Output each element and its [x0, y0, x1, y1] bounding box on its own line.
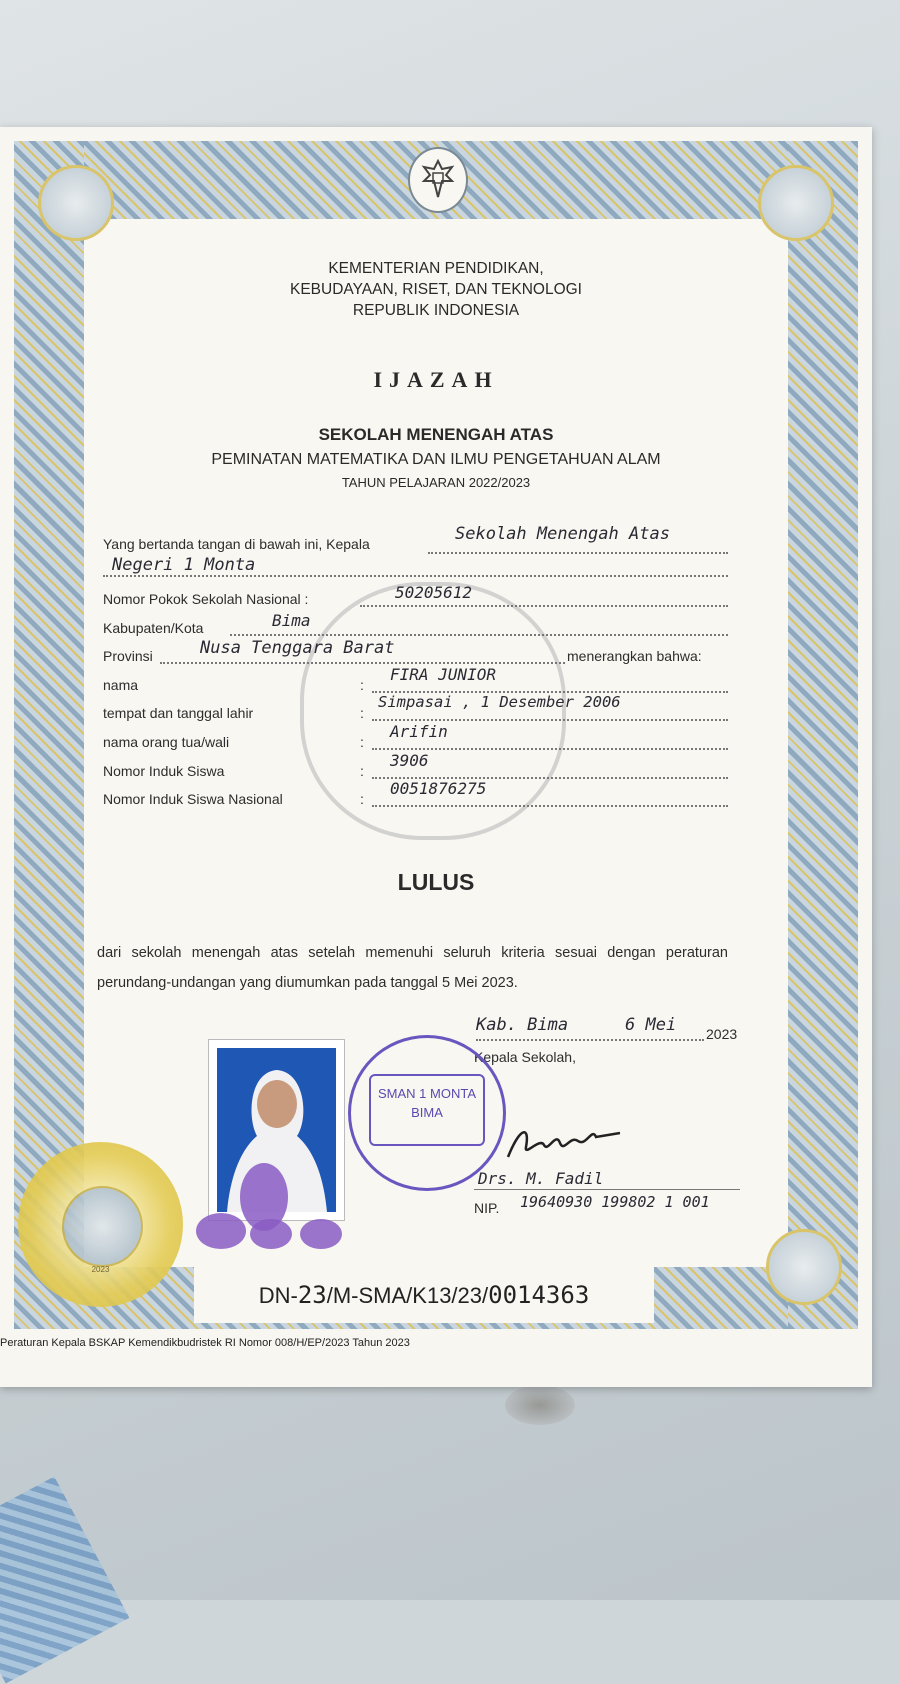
ministry-heading	[0, 258, 872, 321]
nis-label: Nomor Induk Siswa	[103, 763, 225, 779]
diploma-certificate	[0, 127, 872, 1387]
regency-value: Bima	[272, 611, 311, 630]
corner-ornament-top-left	[38, 165, 114, 241]
colon: :	[360, 734, 364, 750]
nip-label: NIP.	[474, 1200, 500, 1216]
stamp-inner	[369, 1074, 485, 1146]
school-stamp	[348, 1035, 506, 1191]
serial-code: 23	[297, 1281, 327, 1309]
province-label: Provinsi	[103, 648, 153, 664]
ministry-line-3: REPUBLIK INDONESIA	[352, 302, 520, 319]
principal-label: Yang bertanda tangan di bawah ini, Kepala	[103, 536, 370, 552]
school-level: SEKOLAH MENENGAH ATAS	[318, 425, 554, 444]
graduation-result: LULUS	[397, 869, 475, 895]
dotted-line	[103, 575, 728, 577]
seal-year: 2023	[91, 1265, 110, 1274]
school-name-part2: Negeri 1 Monta	[112, 555, 256, 575]
npsn-label: Nomor Pokok Sekolah Nasional :	[103, 591, 309, 607]
colon: :	[360, 763, 364, 779]
dotted-line	[230, 634, 728, 636]
academic-year: TAHUN PELAJARAN 2022/2023	[341, 475, 531, 490]
serial-middle: /M-SMA/K13/23/	[326, 1283, 489, 1308]
colon: :	[360, 791, 364, 807]
principal-name: Drs. M. Fadil	[478, 1169, 604, 1188]
serial-number-value: 0014363	[488, 1281, 590, 1309]
fingerprint	[196, 1213, 246, 1249]
dotted-line	[476, 1039, 704, 1041]
hologram-seal	[18, 1142, 183, 1307]
signature-date: 6 Mei	[625, 1015, 677, 1035]
name-value: FIRA JUNIOR	[390, 665, 496, 684]
table-stain	[505, 1385, 575, 1425]
fingerprint	[300, 1219, 342, 1249]
ministry-line-2: KEBUDAYAAN, RISET, DAN TEKNOLOGI	[290, 281, 582, 298]
birth-label: tempat dan tanggal lahir	[103, 705, 254, 721]
stamp-line-1: SMAN 1 MONTA	[378, 1086, 476, 1101]
regulation-footer: Peraturan Kepala BSKAP Kemendikbudristek RI Nomor 008/H/EP/2023 Tahun 2023	[0, 1337, 410, 1349]
program-name: PEMINATAN MATEMATIKA DAN ILMU PENGETAHUAN ALAM	[211, 451, 661, 468]
serial-prefix: DN-	[258, 1283, 298, 1308]
garuda-emblem-icon	[408, 147, 468, 213]
serial-number	[194, 1267, 654, 1323]
school-name-part1: Sekolah Menengah Atas	[455, 524, 670, 544]
colon: :	[360, 705, 364, 721]
parent-label: nama orang tua/wali	[103, 734, 230, 750]
dotted-line	[428, 552, 728, 554]
corner-ornament-bottom-right	[766, 1229, 842, 1305]
nis-value: 3906	[390, 751, 429, 770]
signature-year: 2023	[706, 1026, 738, 1042]
dotted-line	[372, 748, 728, 750]
nisn-label: Nomor Induk Siswa Nasional	[103, 791, 283, 807]
npsn-value: 50205612	[395, 583, 473, 602]
dotted-line	[160, 662, 565, 664]
stamp-line-2: BIMA	[411, 1105, 443, 1120]
declares-label: menerangkan bahwa:	[567, 648, 702, 664]
tut-wuri-handayani-watermark	[300, 582, 566, 840]
dotted-line	[360, 605, 728, 607]
name-label: nama	[103, 677, 139, 693]
parent-value: Arifin	[390, 722, 448, 741]
dotted-line	[372, 805, 728, 807]
nip-value: 19640930 199802 1 001	[520, 1193, 710, 1211]
province-value: Nusa Tenggara Barat	[200, 638, 395, 658]
colon: :	[360, 677, 364, 693]
principal-signature	[500, 1117, 630, 1167]
signature-role: Kepala Sekolah,	[474, 1049, 576, 1065]
document-title: IJAZAH	[373, 367, 499, 392]
ministry-line-1: KEMENTERIAN PENDIDIKAN,	[328, 260, 544, 277]
fingerprint	[250, 1219, 292, 1249]
dotted-line	[372, 719, 728, 721]
graduation-statement: dari sekolah menengah atas setelah memenuhi seluruh kriteria sesuai dengan peraturan perundang-undangan yang diumumkan pada tanggal 5 Mei 2023.	[97, 945, 728, 991]
birth-value: Simpasai , 1 Desember 2006	[378, 693, 621, 711]
signature-line	[474, 1189, 740, 1190]
nisn-value: 0051876275	[390, 779, 487, 798]
seal-center-icon	[62, 1186, 143, 1267]
regency-label: Kabupaten/Kota	[103, 620, 204, 636]
signature-place: Kab. Bima	[476, 1015, 569, 1035]
corner-ornament-top-right	[758, 165, 834, 241]
